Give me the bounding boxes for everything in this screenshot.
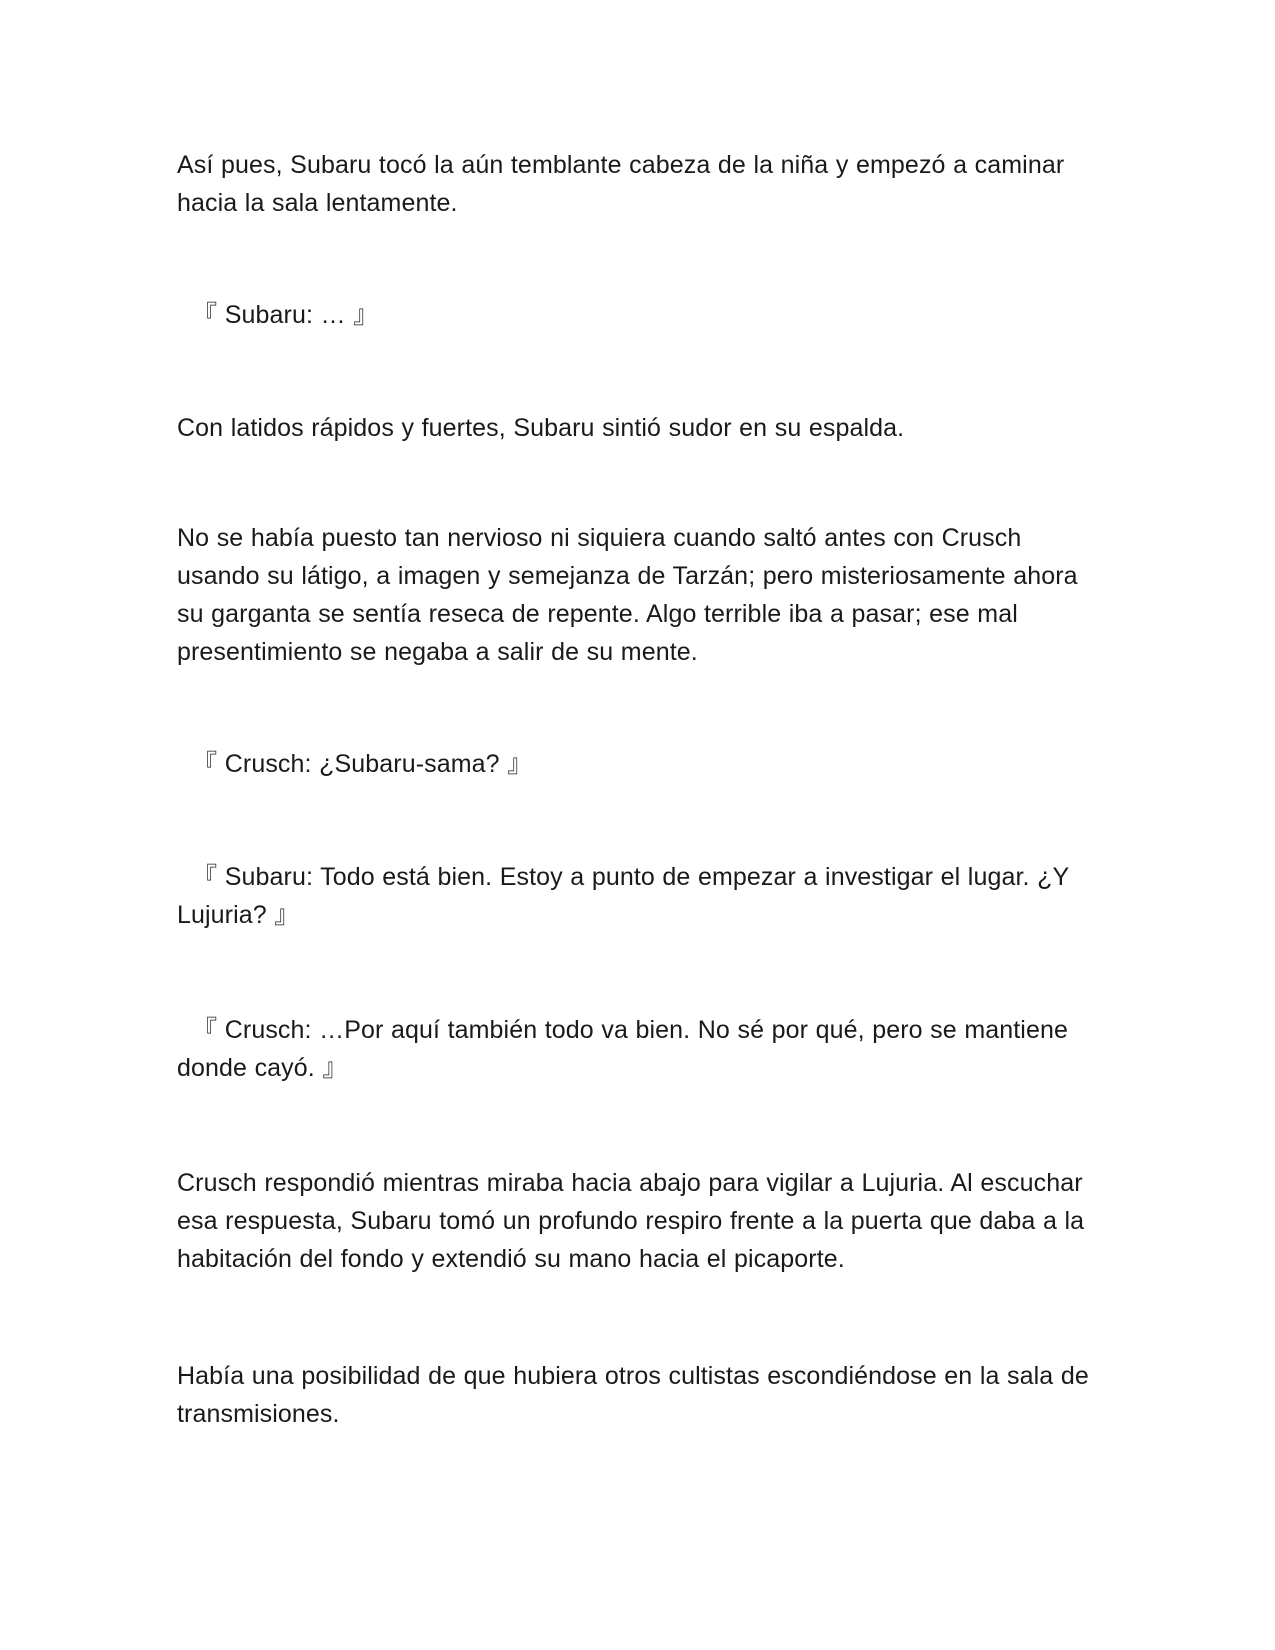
paragraph-narration-2: Con latidos rápidos y fuertes, Subaru sintió sudor en su espalda.	[177, 414, 905, 442]
paragraph-dialogue-crusch-2: 『 Crusch: …Por aquí también todo va bien. No sé por qué, pero se mantiene donde cayó. 』	[177, 1016, 1068, 1082]
paragraph-dialogue-subaru-1: 『 Subaru: … 』	[177, 301, 379, 329]
paragraph-dialogue-crusch-1: 『 Crusch: ¿Subaru-sama? 』	[177, 750, 533, 778]
paragraph-narration-5: Había una posibilidad de que hubiera otros cultistas escondiéndose en la sala de transmisiones.	[177, 1362, 1089, 1428]
paragraph-narration-1: Así pues, Subaru tocó la aún temblante cabeza de la niña y empezó a caminar hacia la sala lentamente.	[177, 151, 1065, 217]
paragraph-narration-4: Crusch respondió mientras miraba hacia abajo para vigilar a Lujuria. Al escuchar esa respuesta, Subaru tomó un profundo respiro frente a la puerta que daba a la habitación del fondo y extendió su mano hacia el picaporte.	[177, 1169, 1085, 1273]
paragraph-narration-3: No se había puesto tan nervioso ni siquiera cuando saltó antes con Crusch usando su látigo, a imagen y semejanza de Tarzán; pero misteriosamente ahora su garganta se sentía reseca de repente. Algo terrible iba a pasar; ese mal presentimiento se negaba a salir de su mente.	[177, 524, 1078, 666]
paragraph-dialogue-subaru-2: 『 Subaru: Todo está bien. Estoy a punto de empezar a investigar el lugar. ¿Y Lujuria? 』	[177, 863, 1069, 929]
